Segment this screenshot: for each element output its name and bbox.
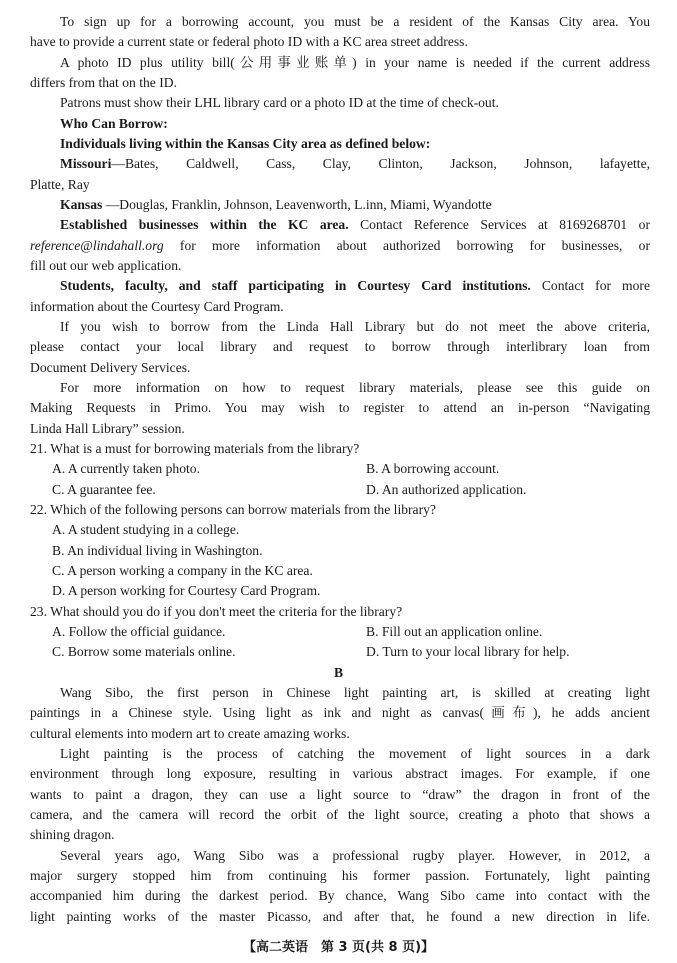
question-23-option-a: A. Follow the official guidance. — [52, 624, 226, 639]
question-22-option-b: B. An individual living in Washington. — [52, 543, 263, 558]
wish-line3: Document Delivery Services. — [30, 360, 191, 375]
passage-a-p1-line1: To sign up for a borrowing account, you must be a resident of the Kansas City area. You — [60, 14, 650, 29]
question-21-option-a: A. A currently taken photo. — [52, 461, 200, 476]
students-text: Contact for more — [530, 278, 650, 293]
students-heading: Students, faculty, and staff participating in Courtesy Card institutions. — [60, 278, 531, 293]
passage-b-p2-line3: wants to paint a dragon, they can use a light source to “draw” the dragon in front of the — [30, 787, 650, 802]
question-22-stem: 22. Which of the following persons can borrow materials from the library? — [30, 502, 436, 517]
more-info-line2: Making Requests in Primo. You may wish to register to attend an in-person “Navigating — [30, 400, 650, 415]
missouri-counties: —Bates, Caldwell, Cass, Clay, Clinton, Jackson, Johnson, lafayette, — [111, 156, 650, 171]
passage-b-p3-line2: major surgery stopped him from continuing his former passion. Fortunately, light painting — [30, 868, 650, 883]
business-text: Contact Reference Services at 8169268701 or — [348, 217, 650, 232]
individuals-heading: Individuals living within the Kansas City area as defined below: — [60, 136, 431, 151]
question-22-option-c: C. A person working a company in the KC area. — [52, 563, 313, 578]
passage-a-p3-line1: Patrons must show their LHL library card or a photo ID at the time of check-out. — [60, 95, 499, 110]
passage-b-p2-line2: environment through long exposure, resulting in various abstract images. For example, if one — [30, 766, 650, 781]
students-line1 — [60, 276, 650, 296]
passage-b-p3-line3: accompanied him during the darkest period. By chance, Wang Sibo came into contact with the — [30, 888, 650, 903]
passage-a-p1-line2: have to provide a current state or federal photo ID with a KC area street address. — [30, 34, 468, 49]
question-21-option-b: B. A borrowing account. — [366, 461, 500, 476]
page-footer: 【高二英语 第 3 页(共 8 页)】 — [242, 940, 435, 955]
passage-b-p1-line2: paintings in a Chinese style. Using light as ink and night as canvas(画布), he adds ancient — [30, 705, 650, 720]
passage-b-p2-line4: camera, and the camera will record the orbit of the light source, creating a photo that shows a — [30, 807, 650, 822]
more-info-line3: Linda Hall Library” session. — [30, 421, 185, 436]
more-info-line1: For more information on how to request library materials, please see this guide on — [60, 380, 650, 395]
question-22-option-d: D. A person working for Courtesy Card Program. — [52, 583, 321, 598]
question-23-option-b: B. Fill out an application online. — [366, 624, 543, 639]
kansas-line — [60, 195, 650, 215]
question-23-option-c: C. Borrow some materials online. — [52, 644, 236, 659]
kansas-counties: —Douglas, Franklin, Johnson, Leavenworth, L.inn, Miami, Wyandotte — [102, 197, 492, 212]
passage-b-p2-line5: shining dragon. — [30, 827, 115, 842]
question-21-stem: 21. What is a must for borrowing materials from the library? — [30, 441, 360, 456]
business-line2 — [30, 236, 650, 256]
missouri-line — [60, 154, 650, 174]
missouri-line2: Platte, Ray — [30, 177, 90, 192]
business-heading: Established businesses within the KC area. — [60, 217, 349, 232]
passage-b-p1-line3: cultural elements into modern art to create amazing works. — [30, 726, 350, 741]
question-22-option-a: A. A student studying in a college. — [52, 522, 240, 537]
passage-a-p2-line1: A photo ID plus utility bill(公用事业账单) in your name is needed if the current address — [60, 55, 650, 70]
passage-b-heading: B — [333, 665, 344, 680]
kansas-label: Kansas — [60, 197, 103, 212]
wish-line1: If you wish to borrow from the Linda Hall Library but do not meet the above criteria, — [60, 319, 650, 334]
passage-b-p2-line1: Light painting is the process of catching the movement of light sources in a dark — [60, 746, 650, 761]
passage-b-p1-line1: Wang Sibo, the first person in Chinese light painting art, is skilled at creating light — [60, 685, 650, 700]
email-address: reference@lindahall.org — [30, 238, 164, 253]
business-line1 — [60, 215, 650, 235]
students-line2: information about the Courtesy Card Program. — [30, 299, 284, 314]
wish-line2: please contact your local library and request to borrow through interlibrary loan from — [30, 339, 650, 354]
question-23-stem: 23. What should you do if you don't meet the criteria for the library? — [30, 604, 403, 619]
business-text-2: for more information about authorized borrowing for businesses, or — [163, 238, 650, 253]
business-line3: fill out our web application. — [30, 258, 182, 273]
passage-b-p3-line1: Several years ago, Wang Sibo was a professional rugby player. However, in 2012, a — [60, 848, 650, 863]
passage-b-p3-line4: light painting works of the master Picasso, and after that, he found a new direction in life. — [30, 909, 650, 924]
question-21-option-d: D. An authorized application. — [366, 482, 527, 497]
question-21-option-c: C. A guarantee fee. — [52, 482, 156, 497]
question-23-option-d: D. Turn to your local library for help. — [366, 644, 570, 659]
who-can-borrow-heading: Who Can Borrow: — [60, 116, 168, 131]
missouri-label: Missouri — [60, 156, 112, 171]
passage-a-p2-line2: differs from that on the ID. — [30, 75, 177, 90]
